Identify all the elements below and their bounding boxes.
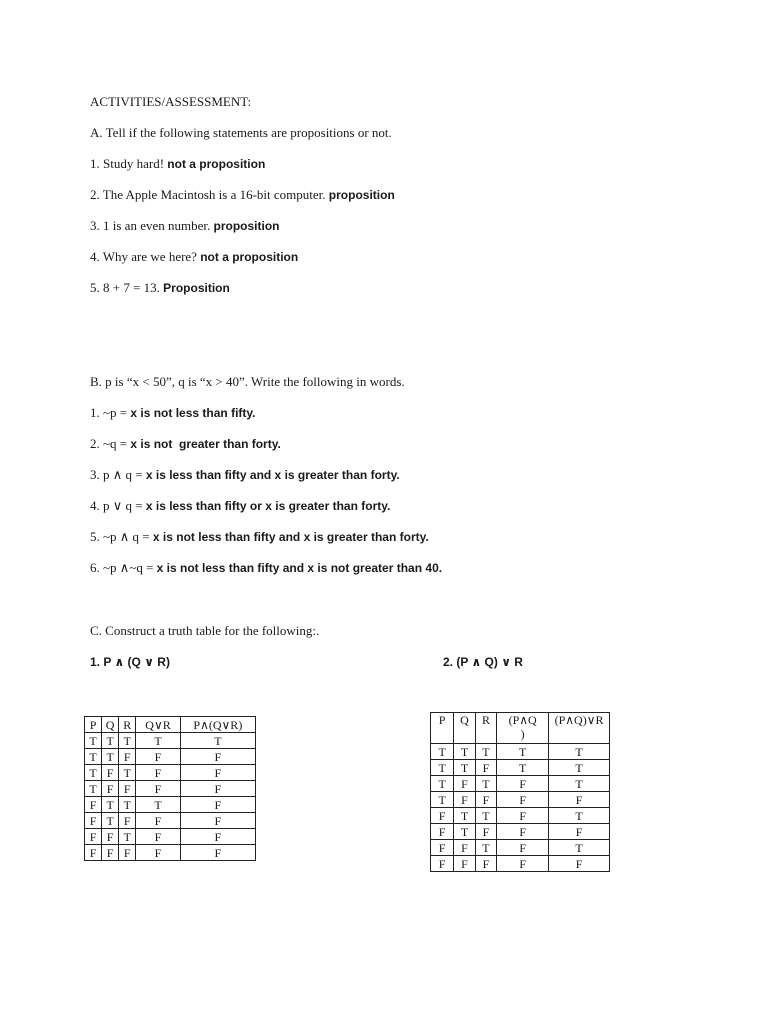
table-cell: F (475, 792, 496, 808)
question-text: 5. ~p ∧ q = (90, 529, 150, 544)
table-cell: T (454, 824, 475, 840)
question-text: 4. Why are we here? (90, 249, 197, 264)
answer-text: x is less than fifty and x is greater than forty. (145, 468, 400, 482)
question-text: 1. Study hard! (90, 156, 165, 171)
header-cell: Q (454, 713, 475, 744)
header-cell: P (431, 713, 454, 744)
answer-text: x is not less than fifty and x is not greater than 40. (156, 561, 443, 575)
question-text: 3. p ∧ q = (90, 467, 143, 482)
part-b-item (90, 436, 281, 452)
table-cell: T (431, 760, 454, 776)
table-row (85, 797, 256, 813)
table-cell: F (85, 797, 102, 813)
table-cell: T (85, 781, 102, 797)
part-b-item (90, 529, 429, 545)
table-cell: F (180, 845, 255, 861)
table-cell: T (549, 760, 610, 776)
table-row (431, 760, 610, 776)
truth-table-2 (430, 712, 610, 872)
question-text: 2. The Apple Macintosh is a 16-bit computer. (90, 187, 326, 202)
table-cell: F (549, 824, 610, 840)
table-row (431, 792, 610, 808)
table-cell: T (475, 776, 496, 792)
table-cell: F (454, 840, 475, 856)
table-row (431, 808, 610, 824)
answer-text: x is not greater than forty. (130, 437, 281, 451)
table-cell: T (454, 744, 475, 760)
question-text: 6. ~p ∧~q = (90, 560, 154, 575)
table-cell: F (85, 829, 102, 845)
table-cell: F (497, 792, 549, 808)
table-cell: T (475, 840, 496, 856)
table-row (85, 733, 256, 749)
table-cell: T (454, 760, 475, 776)
table-cell: T (431, 744, 454, 760)
table-cell: T (549, 776, 610, 792)
header-cell: R (119, 717, 136, 733)
table-cell: F (497, 776, 549, 792)
table-cell: T (102, 749, 119, 765)
table-cell: F (136, 781, 180, 797)
part-b-instruction: B. p is “x < 50”, q is “x > 40”. Write the following in words. (90, 374, 405, 389)
table-cell: F (454, 856, 475, 872)
table-cell: F (431, 808, 454, 824)
table-cell: F (102, 829, 119, 845)
question-text: 1. ~p = (90, 405, 128, 420)
table-cell: F (119, 813, 136, 829)
table-row (85, 845, 256, 861)
question-text: 2. ~q = (90, 436, 128, 451)
table-cell: T (119, 733, 136, 749)
question-text: 4. p ∨ q = (90, 498, 143, 513)
table-cell: F (475, 760, 496, 776)
table-row (431, 824, 610, 840)
part-a-item (90, 249, 298, 265)
table-cell: T (497, 760, 549, 776)
table-cell: T (475, 744, 496, 760)
answer-text: x is not less than fifty. (130, 406, 256, 420)
table-cell: T (497, 744, 549, 760)
table-row (85, 781, 256, 797)
answer-text: Proposition (163, 281, 230, 295)
table-cell: T (136, 733, 180, 749)
table-cell: F (102, 765, 119, 781)
table-cell: T (454, 808, 475, 824)
table-cell: T (549, 808, 610, 824)
header-cell: P∧(Q∨R) (180, 717, 255, 733)
part-a-item (90, 280, 230, 296)
table-cell: T (102, 813, 119, 829)
header-cell: (P∧Q ) (497, 713, 549, 744)
table-cell: F (497, 824, 549, 840)
table-cell: T (102, 797, 119, 813)
table-cell: F (497, 856, 549, 872)
table-cell: T (85, 765, 102, 781)
table-cell: F (431, 824, 454, 840)
table-cell: F (549, 792, 610, 808)
table-cell: T (136, 797, 180, 813)
table-cell: F (549, 856, 610, 872)
table-cell: T (475, 808, 496, 824)
table-cell: T (431, 776, 454, 792)
table-cell: F (102, 845, 119, 861)
table-cell: T (180, 733, 255, 749)
table-cell: T (119, 797, 136, 813)
question-text: 3. 1 is an even number. (90, 218, 211, 233)
table-cell: F (454, 776, 475, 792)
part-a-item (90, 218, 279, 234)
table-row (85, 765, 256, 781)
part-b-item (90, 405, 256, 421)
truth-table-2-label: 2. (P ∧ Q) ∨ R (443, 655, 523, 669)
part-b-item (90, 467, 400, 483)
header-cell: Q (102, 717, 119, 733)
table-cell: F (497, 840, 549, 856)
part-a-item (90, 156, 265, 172)
part-b-item (90, 498, 390, 514)
table-cell: F (475, 824, 496, 840)
table-cell: T (102, 733, 119, 749)
header-cell: P (85, 717, 102, 733)
answer-text: x is less than fifty or x is greater than forty. (145, 499, 391, 513)
answer-text: proposition (213, 219, 280, 233)
header-row (431, 713, 610, 744)
table-cell: T (85, 749, 102, 765)
table-cell: T (549, 744, 610, 760)
part-a-instruction: A. Tell if the following statements are propositions or not. (90, 125, 392, 140)
table-cell: F (102, 781, 119, 797)
answer-text: not a proposition (200, 250, 299, 264)
table-row (85, 813, 256, 829)
answer-text: proposition (328, 188, 395, 202)
table-cell: F (136, 813, 180, 829)
table-cell: F (136, 845, 180, 861)
part-c-instruction: C. Construct a truth table for the following:. (90, 623, 320, 638)
header-cell: (P∧Q)∨R (549, 713, 610, 744)
header-cell: Q∨R (136, 717, 180, 733)
table-cell: F (136, 749, 180, 765)
table-row (431, 744, 610, 760)
table-cell: F (85, 845, 102, 861)
table-row (431, 840, 610, 856)
table-cell: T (119, 829, 136, 845)
table-cell: F (180, 813, 255, 829)
truth-table-1-label: 1. P ∧ (Q ∨ R) (90, 655, 170, 669)
header-row (85, 717, 256, 733)
table-cell: F (180, 765, 255, 781)
table-cell: F (180, 749, 255, 765)
table-cell: T (549, 840, 610, 856)
table-cell: F (119, 781, 136, 797)
table-row (85, 749, 256, 765)
table-cell: F (180, 781, 255, 797)
table-row (431, 856, 610, 872)
table-cell: F (475, 856, 496, 872)
table-cell: F (136, 765, 180, 781)
table-cell: F (454, 792, 475, 808)
heading: ACTIVITIES/ASSESSMENT: (90, 94, 252, 109)
table-cell: F (85, 813, 102, 829)
table-cell: F (119, 749, 136, 765)
answer-text: not a proposition (167, 157, 266, 171)
truth-table-1 (84, 716, 256, 861)
table-row (431, 776, 610, 792)
table-cell: F (180, 797, 255, 813)
table-cell: F (431, 840, 454, 856)
table-cell: F (497, 808, 549, 824)
table-cell: F (180, 829, 255, 845)
table-cell: F (431, 856, 454, 872)
table-cell: T (85, 733, 102, 749)
table-row (85, 829, 256, 845)
header-cell: R (475, 713, 496, 744)
table-cell: F (136, 829, 180, 845)
answer-text: x is not less than fifty and x is greater than forty. (152, 530, 429, 544)
table-cell: F (119, 845, 136, 861)
part-b-item (90, 560, 442, 576)
table-cell: T (119, 765, 136, 781)
table-cell: T (431, 792, 454, 808)
part-a-item (90, 187, 395, 203)
question-text: 5. 8 + 7 = 13. (90, 280, 160, 295)
